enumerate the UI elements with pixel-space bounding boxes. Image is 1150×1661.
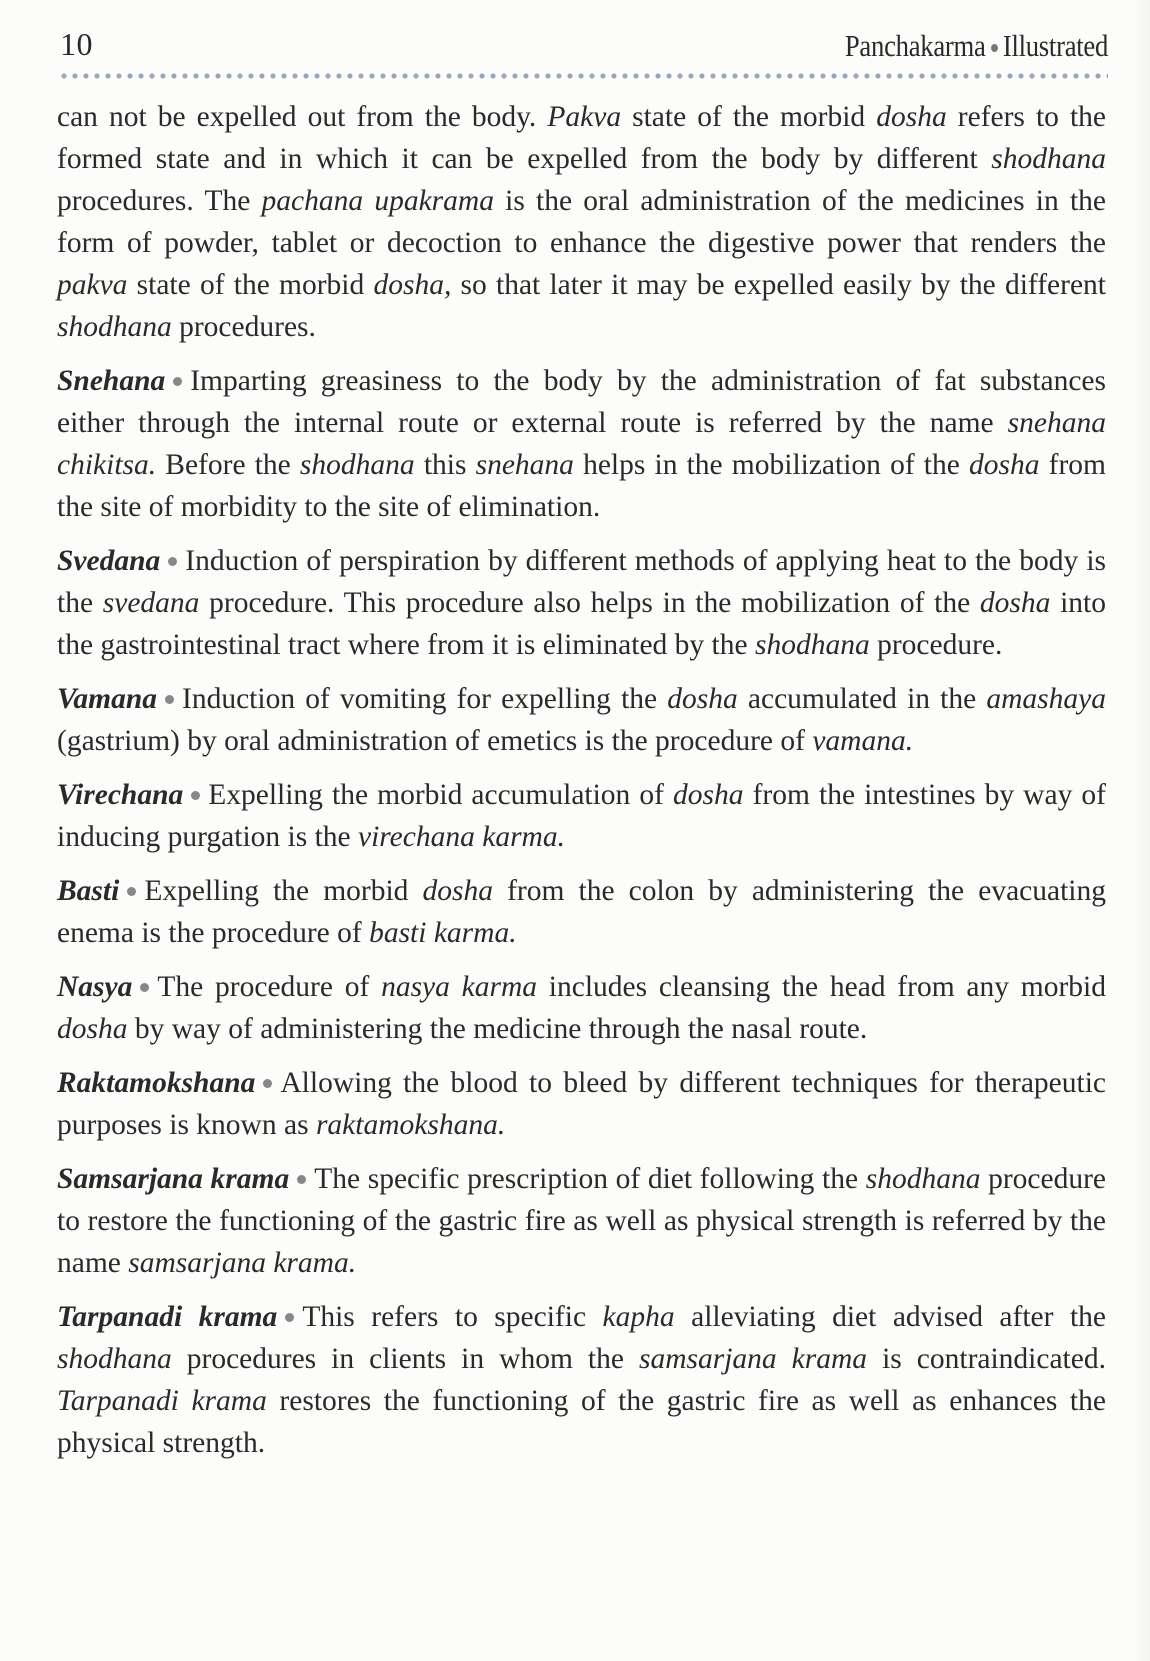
italic-term: pakva xyxy=(57,269,128,301)
bullet-dot-icon xyxy=(297,1175,306,1184)
italic-term: snehana chikitsa. xyxy=(57,407,1106,481)
definition-nasya xyxy=(57,966,1106,1050)
text-run: is contraindicated. xyxy=(867,1343,1106,1375)
definition-term: Tarpanadi krama xyxy=(57,1301,278,1333)
text-run: procedure to restore the functioning of the gastric fire as well as physical strength is referred by the name xyxy=(57,1163,1107,1279)
text-run: from the colon by administering the evacuating enema is the procedure of xyxy=(57,875,1106,949)
bullet-dot-icon xyxy=(173,377,182,386)
definition-raktamokshana xyxy=(57,1062,1106,1146)
text-run: into the gastrointestinal tract where from it is eliminated by the xyxy=(57,587,1106,661)
bullet-dot-icon xyxy=(165,695,174,704)
text-run: Allowing the blood to bleed by different techniques for therapeutic purposes is known as xyxy=(57,1067,1106,1141)
italic-term: snehana xyxy=(475,449,574,481)
italic-term: nasya karma xyxy=(381,971,538,1003)
running-title xyxy=(845,28,1108,64)
text-run: so that later it may be expelled easily by the different xyxy=(451,269,1107,301)
text-run: Expelling the morbid accumulation of xyxy=(208,779,674,811)
text-run: refers to the formed state and in which it can be expelled from the body by different xyxy=(57,101,1107,175)
text-run: this xyxy=(414,449,476,481)
text-run: by way of administering the medicine through the nasal route. xyxy=(127,1013,868,1045)
bullet-dot-icon xyxy=(263,1079,272,1088)
text-run: The specific prescription of diet following the xyxy=(314,1163,866,1195)
italic-term: dosha xyxy=(876,101,947,133)
text-run: (gastrium) by oral administration of emetics is the procedure of xyxy=(57,725,813,757)
text-run: Induction of perspiration by different methods of applying heat to the body is the xyxy=(57,545,1106,619)
text-run: procedures. xyxy=(171,311,316,343)
text-run: This refers to specific xyxy=(302,1301,603,1333)
page-number: 10 xyxy=(60,26,93,62)
definition-samsarjana-krama xyxy=(57,1158,1106,1284)
italic-term: shodhana xyxy=(57,311,172,343)
italic-term: Pakva xyxy=(547,101,622,133)
italic-term: basti karma. xyxy=(369,917,517,949)
text-run: procedures in clients in whom the xyxy=(171,1343,639,1375)
bullet-dot-icon xyxy=(285,1313,294,1322)
text-run: from the site of morbidity to the site of elimination. xyxy=(57,449,1107,523)
definition-tarpanadi-krama xyxy=(57,1296,1106,1464)
definition-vamana xyxy=(57,678,1106,762)
definition-snehana xyxy=(57,360,1106,528)
text-run: Imparting greasiness to the body by the administration of fat substances either through the internal route or external route is referred by the name xyxy=(57,365,1106,439)
definition-term: Raktamokshana xyxy=(57,1067,256,1099)
text-run: is the oral administration of the medicines in the form of powder, tablet or decoction to enhance the digestive power that renders the xyxy=(57,185,1106,259)
book-title-right: Illustrated xyxy=(1002,28,1108,63)
page-header xyxy=(60,18,1108,78)
text-run: procedures. The xyxy=(57,185,262,217)
text-run: restores the functioning of the gastric fire as well as enhances the physical strength. xyxy=(57,1385,1106,1459)
text-run: state of the morbid xyxy=(621,101,877,133)
definition-virechana xyxy=(57,774,1106,858)
italic-term: shodhana xyxy=(991,143,1106,175)
bullet-dot-icon xyxy=(127,887,136,896)
definition-term: Snehana xyxy=(57,365,166,397)
text-run: The procedure of xyxy=(157,971,382,1003)
definition-svedana xyxy=(57,540,1106,666)
text-run: procedure. xyxy=(869,629,1003,661)
italic-term: dosha xyxy=(422,875,493,907)
definition-term: Samsarjana krama xyxy=(57,1163,290,1195)
italic-term: dosha xyxy=(57,1013,128,1045)
text-run: helps in the mobilization of the xyxy=(573,449,970,481)
definition-basti xyxy=(57,870,1106,954)
text-run: alleviating diet advised after the xyxy=(674,1301,1106,1333)
italic-term: shodhana xyxy=(57,1343,172,1375)
intro-paragraph xyxy=(57,96,1106,348)
book-title-left: Panchakarma xyxy=(844,28,986,63)
italic-term: dosha xyxy=(969,449,1040,481)
text-run: state of the morbid xyxy=(127,269,374,301)
page-edge-shading xyxy=(1132,0,1150,1661)
italic-term: shodhana xyxy=(865,1163,981,1195)
definition-term: Svedana xyxy=(57,545,161,577)
italic-term: dosha xyxy=(673,779,744,811)
italic-term: vamana. xyxy=(812,725,914,757)
bullet-dot-icon xyxy=(168,557,177,566)
text-run: Expelling the morbid xyxy=(144,875,423,907)
bullet-dot-icon xyxy=(140,983,149,992)
header-ornamental-rule xyxy=(60,72,1108,80)
italic-term: dosha xyxy=(667,683,738,715)
text-run: Induction of vomiting for expelling the xyxy=(182,683,668,715)
bullet-dot-icon xyxy=(991,44,998,52)
italic-term: kapha xyxy=(602,1301,675,1333)
italic-term: samsarjana krama. xyxy=(128,1247,357,1279)
bullet-dot-icon xyxy=(191,791,200,800)
italic-term: shodhana xyxy=(754,629,870,661)
italic-term: dosha, xyxy=(373,269,452,301)
text-run: includes cleansing the head from any morbid xyxy=(537,971,1106,1003)
definition-term: Nasya xyxy=(57,971,133,1003)
definition-term: Vamana xyxy=(57,683,158,715)
italic-term: pachana upakrama xyxy=(261,185,494,217)
italic-term: svedana xyxy=(102,587,200,619)
italic-term: raktamokshana. xyxy=(315,1109,506,1141)
italic-term: Tarpanadi krama xyxy=(57,1385,267,1417)
text-run: from the intestines by way of inducing purgation is the xyxy=(57,779,1106,853)
text-run: can not be expelled out from the body. xyxy=(57,101,548,133)
definition-term: Virechana xyxy=(57,779,184,811)
text-run: accumulated in the xyxy=(737,683,987,715)
body-text xyxy=(57,96,1106,1476)
text-run: Before the xyxy=(156,449,300,481)
italic-term: samsarjana krama xyxy=(638,1343,868,1375)
text-run: procedure. This procedure also helps in the mobilization of the xyxy=(199,587,980,619)
italic-term: amashaya xyxy=(986,683,1106,715)
italic-term: shodhana xyxy=(299,449,415,481)
italic-term: virechana karma. xyxy=(357,821,565,853)
italic-term: dosha xyxy=(979,587,1051,619)
definition-term: Basti xyxy=(57,875,120,907)
